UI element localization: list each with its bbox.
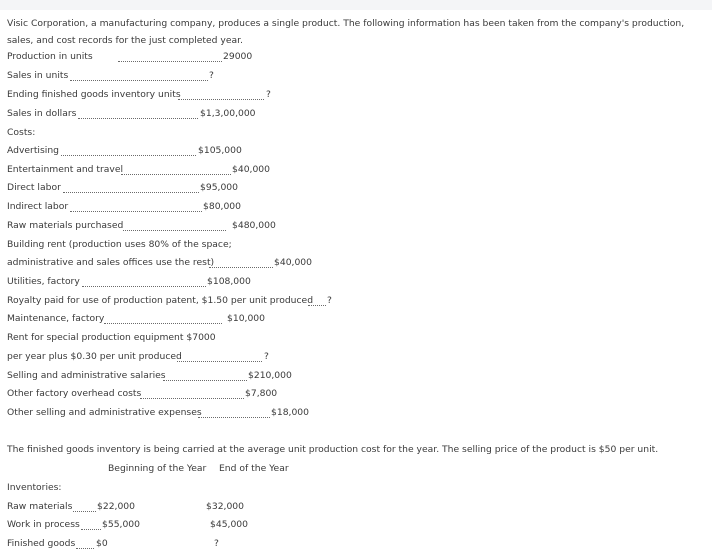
leader-dots [76, 547, 94, 549]
building-rent-value: $40,000 [274, 257, 312, 268]
leader-dots [123, 229, 226, 231]
sales-dollars-label: Sales in dollars [7, 108, 77, 119]
entertainment-label: Entertainment and travel [7, 164, 124, 175]
maintenance-value: $10,000 [227, 313, 265, 324]
inventories-heading: Inventories: [7, 482, 62, 493]
ending-fg-units-label: Ending finished goods inventory units [7, 89, 181, 100]
other-factory-value: $7,800 [245, 388, 278, 399]
leader-dots [78, 117, 198, 119]
sales-units-value: ? [209, 70, 214, 81]
leader-dots [73, 510, 96, 512]
inventory-row-begin: $22,000 [97, 501, 135, 512]
inventory-row-begin: $55,000 [102, 519, 140, 530]
col-beginning-of-year: Beginning of the Year [108, 463, 207, 474]
leader-dots [308, 304, 326, 306]
leader-dots [178, 98, 264, 100]
rent-special-line-1: Rent for special production equipment $7000 [7, 332, 216, 343]
indirect-labor-label: Indirect labor [7, 201, 69, 212]
building-rent-line-1: Building rent (production uses 80% of the space; [7, 239, 232, 250]
indirect-labor-value: $80,000 [203, 201, 241, 212]
sales-dollars-value: $1,3,00,000 [200, 108, 256, 119]
selling-admin-salaries-label: Selling and administrative salaries [7, 370, 166, 381]
advertising-label: Advertising [7, 145, 59, 156]
direct-labor-value: $95,000 [200, 182, 238, 193]
col-end-of-year: End of the Year [219, 463, 289, 474]
leader-dots [209, 266, 273, 268]
production-units-label: Production in units [7, 51, 93, 62]
rent-special-line-2-label: per year plus $0.30 per unit produced [7, 351, 182, 362]
leader-dots [163, 379, 247, 381]
sales-units-label: Sales in units [7, 70, 69, 81]
inventory-row-label: Raw materials [7, 501, 73, 512]
direct-labor-label: Direct labor [7, 182, 61, 193]
inventory-row-label: Work in process [7, 519, 80, 530]
leader-dots [177, 360, 262, 362]
raw-purchased-value: $480,000 [232, 220, 276, 231]
leader-dots [121, 173, 231, 175]
ending-fg-units-value: ? [266, 89, 271, 100]
maintenance-label: Maintenance, factory [7, 313, 105, 324]
leader-dots [82, 285, 206, 287]
leader-dots [70, 79, 208, 81]
inventory-note: The finished goods inventory is being carried at the average unit production cost for the year. The selling price of the product is $50 per unit. [7, 444, 659, 455]
production-units-value: 29000 [223, 51, 253, 62]
advertising-value: $105,000 [198, 145, 242, 156]
royalty-label: Royalty paid for use of production patent, $1.50 per unit produced [7, 295, 314, 306]
leader-dots [118, 60, 222, 62]
raw-purchased-label: Raw materials purchased [7, 220, 124, 231]
royalty-value: ? [327, 295, 332, 306]
leader-dots [61, 154, 196, 156]
rent-special-value: ? [264, 351, 269, 362]
utilities-value: $108,000 [207, 276, 251, 287]
leader-dots [104, 322, 222, 324]
leader-dots [198, 416, 270, 418]
leader-dots [70, 210, 202, 212]
inventory-row-end: $45,000 [210, 519, 248, 530]
building-rent-line-2-label: administrative and sales offices use the rest) [7, 257, 215, 268]
inventory-row-label: Finished goods [7, 538, 76, 549]
leader-dots [63, 191, 199, 193]
entertainment-value: $40,000 [232, 164, 270, 175]
other-selling-label: Other selling and administrative expenses [7, 407, 202, 418]
intro-paragraph: Visic Corporation, a manufacturing company, produces a single product. The following information has been taken from the company's production, sales, and cost records for the just completed year. [7, 18, 685, 46]
inventory-row-end: $32,000 [206, 501, 244, 512]
costs-heading: Costs: [7, 127, 36, 138]
other-selling-value: $18,000 [271, 407, 309, 418]
selling-admin-salaries-value: $210,000 [248, 370, 292, 381]
inventory-row-end: ? [214, 538, 219, 549]
utilities-label: Utilities, factory [7, 276, 80, 287]
other-factory-label: Other factory overhead costs [7, 388, 142, 399]
inventory-row-begin: $0 [96, 538, 108, 549]
leader-dots [81, 528, 101, 530]
leader-dots [140, 397, 244, 399]
